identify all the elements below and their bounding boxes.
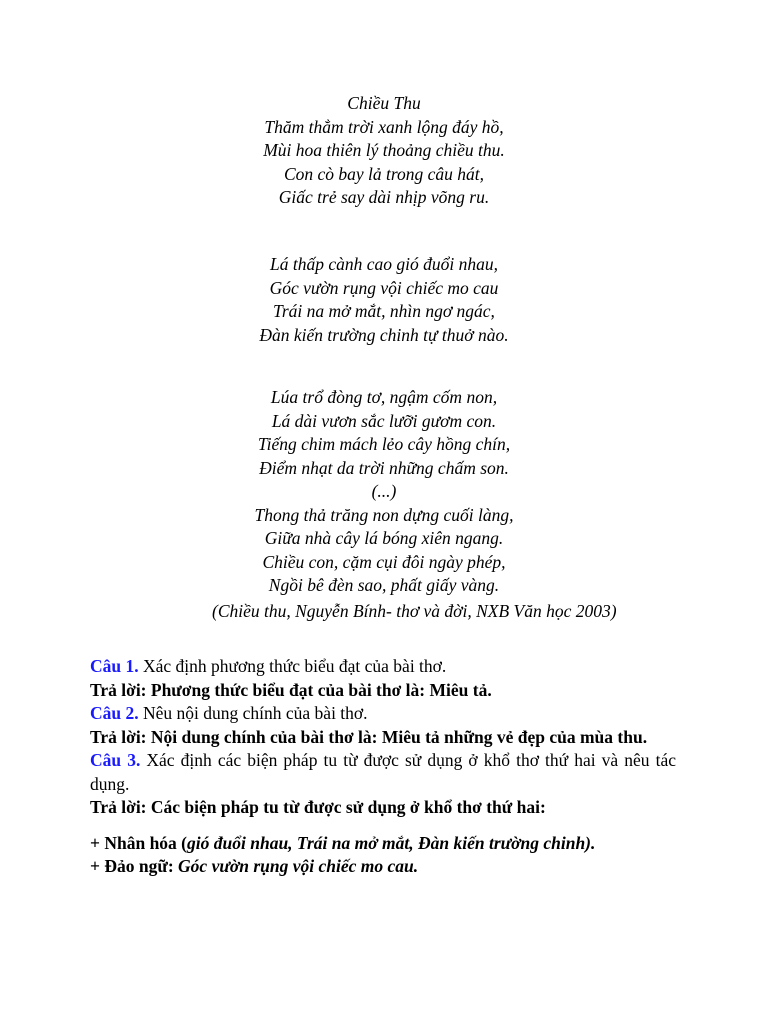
poem-line: Thong thả trăng non dựng cuối làng, <box>254 504 514 525</box>
item-example: gió đuổi nhau, Trái na mở mắt, Đàn kiến trường chinh). <box>187 832 596 853</box>
poem-stanza-2 <box>0 253 768 347</box>
poem-line: Con cò bay lả trong câu hát, <box>283 163 485 184</box>
question-label: Câu 2. <box>90 703 139 723</box>
poem-line: Đàn kiến trường chinh tự thuở nào. <box>259 324 509 345</box>
poem-line: Giữa nhà cây lá bóng xiên ngang. <box>264 528 504 548</box>
question-3 <box>90 749 676 796</box>
item-prefix: + Đảo ngữ: <box>90 856 179 876</box>
answer-2: Trả lời: Nội dung chính của bài thơ là: Miêu tả những vẻ đẹp của mùa thu. <box>90 726 648 747</box>
question-label: Câu 1. <box>90 656 139 676</box>
poem-line: Giấc trẻ say dài nhịp võng ru. <box>278 187 490 207</box>
poem-line: Chiều con, cặm cụi đôi ngày phép, <box>262 551 506 572</box>
poem-line: Tiếng chim mách lẻo cây hồng chín, <box>257 434 511 454</box>
question-2 <box>90 702 676 726</box>
question-1 <box>90 655 676 679</box>
item-example: Góc vườn rụng vội chiếc mo cau. <box>178 856 419 876</box>
poem-citation: (Chiều thu, Nguyễn Bính- thơ và đời, NXB Văn học 2003) <box>212 601 617 621</box>
poem-line: Lá dài vươn sắc lưỡi gươm con. <box>271 410 497 431</box>
poem-line: Lá thấp cành cao gió đuổi nhau, <box>270 254 498 274</box>
poem-stanza-3 <box>0 386 768 598</box>
poem-line: Điểm nhạt da trời những chấm son. <box>259 457 509 478</box>
question-text: Xác định phương thức biểu đạt của bài thơ. <box>138 656 447 676</box>
questions-section <box>90 655 676 879</box>
answer-1: Trả lời: Phương thức biểu đạt của bài thơ là: Miêu tả. <box>90 679 492 700</box>
answer-3-item-inversion <box>90 855 676 879</box>
poem-ellipsis: (...) <box>371 481 397 501</box>
answer-3: Trả lời: Các biện pháp tu từ được sử dụng ở khổ thơ thứ hai: <box>90 797 546 817</box>
poem-line: Mùi hoa thiên lý thoảng chiều thu. <box>263 140 505 160</box>
poem-line: Ngồi bê đèn sao, phất giấy vàng. <box>268 575 500 595</box>
question-text: Xác định các biện pháp tu từ được sử dụng ở khổ thơ thứ hai và nêu tác dụng. <box>90 750 676 794</box>
question-text: Nêu nội dung chính của bài thơ. <box>138 703 368 723</box>
question-label: Câu 3. <box>90 750 141 770</box>
poem-line: Góc vườn rụng vội chiếc mo cau <box>269 277 499 298</box>
poem-line: Trái na mở mắt, nhìn ngơ ngác, <box>273 301 495 321</box>
item-prefix: + Nhân hóa ( <box>90 832 188 853</box>
poem-line: Lúa trổ đòng tơ, ngậm cốm non, <box>270 387 498 407</box>
spacer <box>90 820 676 832</box>
poem-title-and-stanza-1 <box>0 92 768 210</box>
poem-line: Thăm thẳm trời xanh lộng đáy hồ, <box>264 116 504 137</box>
poem-title: Chiều Thu <box>347 93 421 113</box>
answer-3-item-personification <box>90 832 676 856</box>
